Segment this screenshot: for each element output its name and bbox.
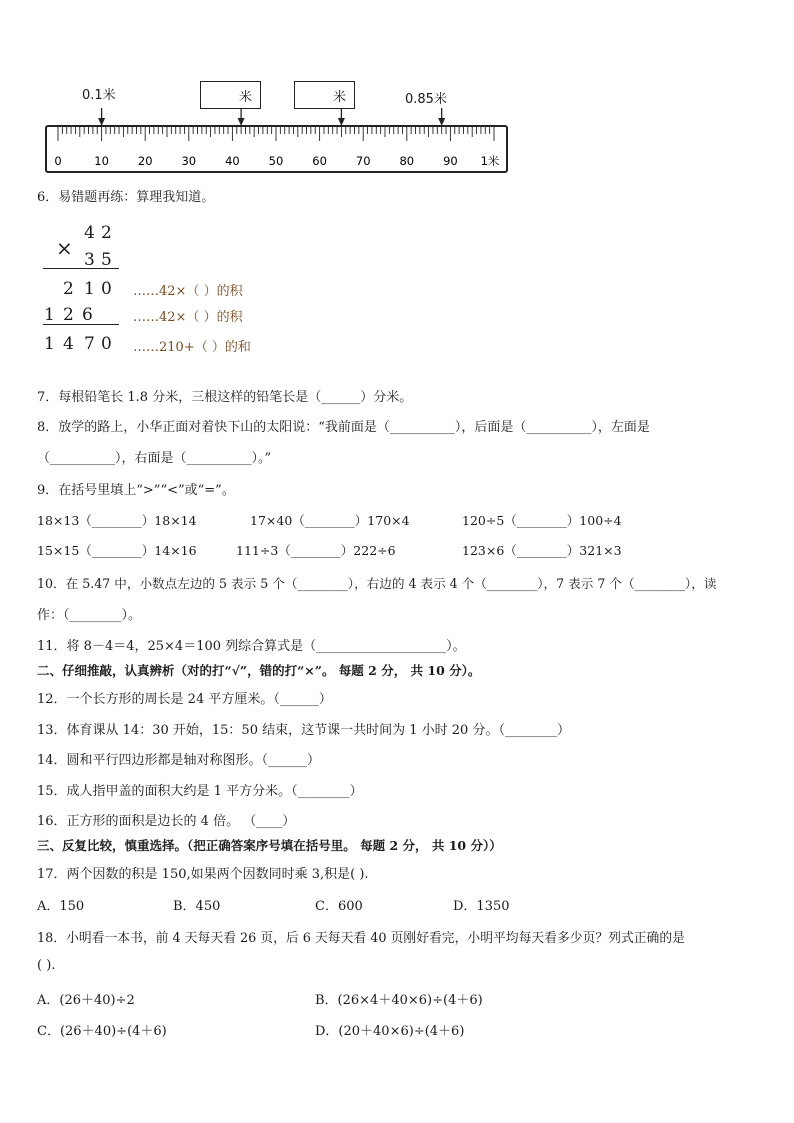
ruler-tick-label: 0 [54,154,62,168]
mul-line-2 [43,324,119,325]
mul-r4-d2: 2 [63,305,74,325]
mul-note-3: ……210+（ ）的和 [133,340,251,355]
question-15: 15．成人指甲盖的面积大约是 1 平方分米。（________） [37,784,363,799]
question-16: 16．正方形的面积是边长的 4 倍。 （____） [37,814,296,829]
mul-r5-d2: 4 [63,334,74,354]
q17-option-a[interactable]: A．150 [37,899,85,914]
question-18-line-1: 18．小明看一本书，前 4 天每天看 26 页，后 6 天每天看 40 页刚好看完，小明平均每天看多少页？列式正确的是 [37,931,685,946]
mul-r5-d3: 7 [84,334,95,354]
ruler-tick-label: 30 [181,154,197,168]
mul-r3-d1: 2 [63,279,74,299]
ruler-label-right: 0.85米 [405,92,447,107]
ruler-tick-label: 1米 [480,154,500,168]
q9-row2-item1: 15×15（________）14×16 [37,543,197,558]
question-11: 11．将 8－4＝4，25×4＝100 列综合算式是（____________________）。 [37,639,466,654]
question-9: 9．在括号里填上“>”“<”或“=”。 [37,483,235,498]
q9-row1-item2: 17×40（________）170×4 [250,513,410,528]
mul-note-2: ……42×（ ）的积 [133,310,243,325]
ruler-tick-label: 50 [268,154,284,168]
mul-r4-d1: 1 [44,305,55,325]
ruler-tick-label: 90 [443,154,458,168]
mul-r1-d1: 4 [84,223,95,243]
question-10-line-2: 作：（________）。 [37,608,142,623]
question-10-line-1: 10．在 5.47 中，小数点左边的 5 表示 5 个（________），右边的 4 表示 4 个（________），7 表示 7 个（________），读 [37,576,717,591]
ruler-tick-label: 60 [312,154,327,168]
mul-r3-d2: 1 [84,279,95,299]
q17-option-d[interactable]: D．1350 [453,899,510,914]
q9-row1-item3: 120÷5（________）100÷4 [462,513,622,528]
section-2-heading: 二、仔细推敲，认真辨析（对的打“√”，错的打“×”。 每题 2 分， 共 10 分）。 [37,663,481,678]
mul-line-1 [43,268,119,269]
ruler-answer-box-1-unit: 米 [238,90,252,105]
ruler [45,125,508,173]
ruler-label-left: 0.1米 [82,88,116,103]
question-8-line-2: （__________），右面是（__________）。” [37,451,272,466]
mul-r5-d1: 1 [44,334,55,354]
q9-row1-item1: 18×13（________）18×14 [37,513,197,528]
question-7: 7．每根铅笔长 1.8 分米，三根这样的铅笔长是（______）分米。 [37,390,413,405]
q18-option-b[interactable]: B．(26×4＋40×6)÷(4＋6) [315,993,483,1008]
mul-r2-d2: 5 [101,250,112,270]
mul-r1-d2: 2 [101,223,112,243]
question-18-line-2: ( ). [37,958,56,973]
mul-r4-d3: 6 [82,305,93,325]
mul-note-1: ……42×（ ）的积 [133,284,243,299]
q9-row2-item2: 111÷3（________）222÷6 [236,543,396,558]
mul-r2-d1: 3 [84,250,95,270]
ruler-tick-label: 40 [225,154,240,168]
ruler-tick-label: 20 [137,154,153,168]
q18-option-a[interactable]: A．(26＋40)÷2 [37,993,135,1008]
ruler-tick-label: 70 [355,154,371,168]
ruler-tick-label: 10 [94,154,109,168]
q17-option-c[interactable]: C．600 [315,899,363,914]
ruler-ticks [47,127,506,171]
question-14: 14．圆和平行四边形都是轴对称图形。（______） [37,753,321,768]
mul-r3-d3: 0 [101,279,112,299]
q18-option-d[interactable]: D．(20＋40×6)÷(4＋6) [315,1024,465,1039]
mul-r5-d4: 0 [101,334,112,354]
q9-row2-item3: 123×6（________）321×3 [462,543,622,558]
question-17: 17．两个因数的积是 150,如果两个因数同时乘 3,积是( ). [37,867,369,882]
q17-option-b[interactable]: B．450 [173,899,221,914]
times-sign: × [56,236,73,260]
ruler-tick-label: 80 [399,154,415,168]
question-8-line-1: 8．放学的路上，小华正面对着快下山的太阳说：“我前面是（__________），后面是（__________），左面是 [37,420,650,435]
ruler-answer-box-2-unit: 米 [332,90,346,105]
question-12: 12．一个长方形的周长是 24 平方厘米。（______） [37,692,332,707]
q6-title: 6．易错题再练：算理我知道。 [37,190,215,205]
question-13: 13．体育课从 14：30 开始，15：50 结束，这节课一共时间为 1 小时 20 分。（________） [37,723,570,738]
section-3-heading: 三、反复比较，慎重选择。（把正确答案序号填在括号里。 每题 2 分， 共 10 分）） [37,838,502,853]
q18-option-c[interactable]: C．(26＋40)÷(4＋6) [37,1024,167,1039]
